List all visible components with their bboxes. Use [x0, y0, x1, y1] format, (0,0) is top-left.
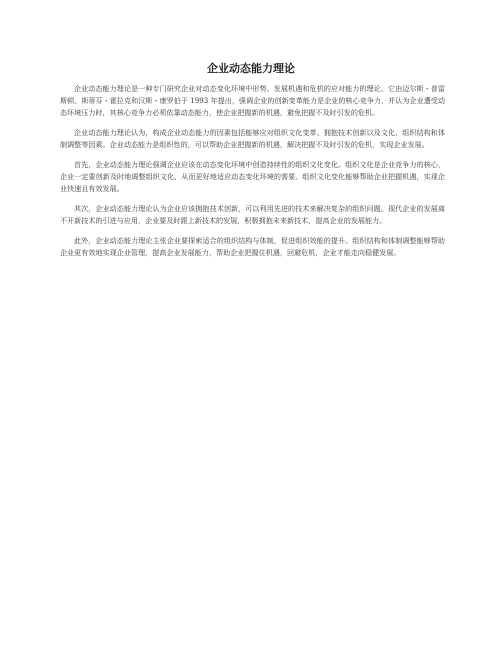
document-title: 企业动态能力理论: [207, 62, 295, 75]
paragraph-intro: 企业动态能力理论是一种专门研究企业对动态变化环境中形势、发展机遇和危机的应对能力的理论。它由迈尔斯・普雷斯顿、斯蒂芬・霍拉克和汉斯・康罗伯于 1993 年提出，强调企业的创新变革能力是企业的核心竞争力，并认为企业遭受动态环境压力时，其核心竞争力必须依靠动态能力，使企业把握新的机遇，避免把握不及时引发的危机。: [60, 84, 445, 117]
paragraph-culture: 首先，企业动态能力理论强调企业应该在动态变化环境中创造持续性的组织文化变化。组织文化是企业竞争力的核心，企业一定要创新及时地调整组织文化，从而更好地适应动态变化环境的需要。组织文化变化能够帮助企业把握机遇，实现企业快速且有效发展。: [60, 160, 445, 193]
paragraph-structure: 此外，企业动态能力理论主张企业要探索适合的组织结构与体制，促进组织效能的提升。组织结构和体制调整能够帮助企业更有效地实现企业管理，提高企业发展能力，帮助企业把握住机遇，回避危机，企业才能走向稳健发展。: [60, 236, 445, 257]
paragraph-technology: 其次，企业动态能力理论认为企业应该拥抱技术创新，可以利用先进的技术来解决复杂的组织问题。现代企业的发展离不开新技术的引进与应用，企业要及时跟上新技术的发展，积极拥抱未来新技术，提高企业的发展能力。: [60, 204, 445, 225]
paragraph-factors: 企业动态能力理论认为，构成企业动态能力的因素包括能够应对组织文化变革、拥抱技术创新以及文化、组织结构和体制调整等因素。企业动态能力是组织性的，可以帮助企业把握新的机遇，解决把握不及时引发的危机，实现企业发展。: [60, 128, 445, 149]
document-body: [60, 83, 445, 267]
